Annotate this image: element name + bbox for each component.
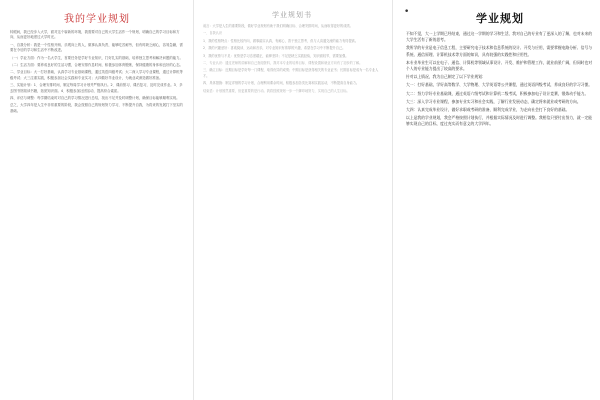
paragraph: 二、专业认识：通过老师的讲解和自己查阅资料，我对本专业的培养目标、课程设置和就业方向有了初步的了解。 [203,61,363,66]
paragraph: 四、具体措施：制定详细的学习计划，合理利用课余时间，积极参加各类比赛和实践活动，不断提高自身能力。 [203,81,360,86]
paragraph: 结束语：计划固然重要，但更重要的是行动。我将按照规划一步一个脚印地努力，实现自己的人生目标。 [203,88,350,93]
page-body [406,31,594,128]
page-title: 学业规划书 [272,11,312,19]
paragraph: 以上是我的学业规划，我会严格按照计划执行，并根据实际情况及时进行调整。我相信只要付出努力，就一定能够实现自己的目标，度过充实而有意义的大学四年。 [406,115,593,127]
page-title: 学业规划 [476,12,524,25]
paragraph: 大三：深入学习专业课程，参加专业实习和社会实践，了解行业发展动态，确定将来就业或考研的方向。 [406,98,581,104]
paragraph: 大二：努力学好专业基础课，通过英语六级考试和计算机二级考试，积极参加电子设计竞赛，锻炼动手能力。 [406,90,589,96]
paragraph: 四、评估与调整：每学期结束时对自己的学习情况进行总结，找出不足并及时调整计划，确保目标能够顺利实现。 [10,96,180,101]
document-page-1 [0,0,190,400]
document-page-3 [398,0,600,400]
paragraph: （一）学业方面：作为一名大学生，首要任务是学好专业知识，打好扎实的基础，培养独立思考和解决问题的能力。 [10,55,183,60]
paragraph: 不知不觉，大一上学期已经结束，通过这一学期的学习和生活，我对自己的专业有了更深入的了解，也对未来的大学生活有了新的思考。 [406,31,593,43]
paragraph: 前言：大学是人生的重要阶段，做好学业规划有助于我们明确目标、合理安排时间，从而取得更好的成绩。 [203,24,353,28]
document-page-2 [197,0,387,400]
paragraph: 三、实施计划：1．合理安排时间，制定每周学习计划并严格执行。2．课前预习、课后复习，及时完成作业。3．多去图书馆阅读书籍，拓宽知识面。4．积极参加社团活动，提高综合素质。 [10,83,183,93]
paragraph: 二、学业目标：大一打好基础，认真学习专业基础课程，通过英语四级考试；大二深入学习专业课程，通过计算机等级考试；大三注重实践，积极参加社会实践和专业实习；大四做好毕业设计，为就业或深造做好准备。 [10,70,183,80]
page-body [10,30,184,114]
page-title: 我的学业规划 [64,14,130,25]
paragraph: 2．我的兴趣爱好：喜欢阅读、运动和音乐，对专业知识有浓厚的兴趣，希望在学习中不断提升自己。 [203,46,346,51]
paragraph: 大四：认真完成毕业设计，做好求职或考研的准备，顺利完成学业，为走向社会打下良好的基础。 [406,107,570,113]
paragraph: 本专业毕业生可以在电子、通信、计算机等领域从事设计、开发、维护和管理工作，就业前景广阔，但同时也对个人的专业能力提出了较高的要求。 [406,59,593,72]
paragraph: 大一：打好基础，学好高等数学、大学物理、大学英语等公共课程，通过英语四级考试，养成良好的学习习惯。 [406,82,593,88]
paragraph: 转眼间，我已经步入大学，面对这个崭新的环境，我需要对自己的大学生活作一个规划，明确自己的学习目标和方向，从而更好地度过大学时光。 [10,30,180,40]
paragraph: 1．我的性格特点：性格比较内向，做事踏实认真，有耐心，善于独立思考，但与人沟通交流的能力有待提高。 [203,38,359,43]
section-heading: 一、自我认识 [203,31,223,36]
paragraph: 针对以上情况，我为自己制定了以下学业规划： [406,74,486,80]
paragraph: 3．我的优势与不足：优势是学习态度端正，能够坚持；不足是缺乏实践经验，知识面较窄，需要加强。 [203,53,349,58]
page-body [203,24,381,94]
bullet-dot: • [404,7,410,17]
paragraph: 三、确立目标：近期目标是学好每一门课程，取得优异的成绩；中期目标是获得相关的专业证书；长期目标是成为一名专业人才。 [203,68,379,78]
page-divider [392,0,393,400]
paragraph: 总之，大学四年是人生中非常重要的阶段，我会按照自己的规划努力学习，不断提升自我，为将来的发展打下坚实的基础。 [10,103,183,113]
paragraph: 一、自我分析：我是一个性格开朗、乐观向上的人，做事认真负责，能够吃苦耐劳，但有时缺乏耐心，容易急躁，需要在今后的学习和生活中不断改进。 [10,42,183,53]
paragraph: （二）生活方面：要养成良好的生活习惯，合理安排作息时间，积极参加体育锻炼，保持健康的身体和良好的心态。 [10,63,183,68]
paragraph: 我所学的专业是电子信息工程，主要研究电子技术和信息系统的设计、开发与应用，需要掌握电路分析、信号与系统、通信原理、计算机技术等方面的知识，具有较强的实践性和应用性。 [406,45,593,57]
page-divider [193,0,194,400]
